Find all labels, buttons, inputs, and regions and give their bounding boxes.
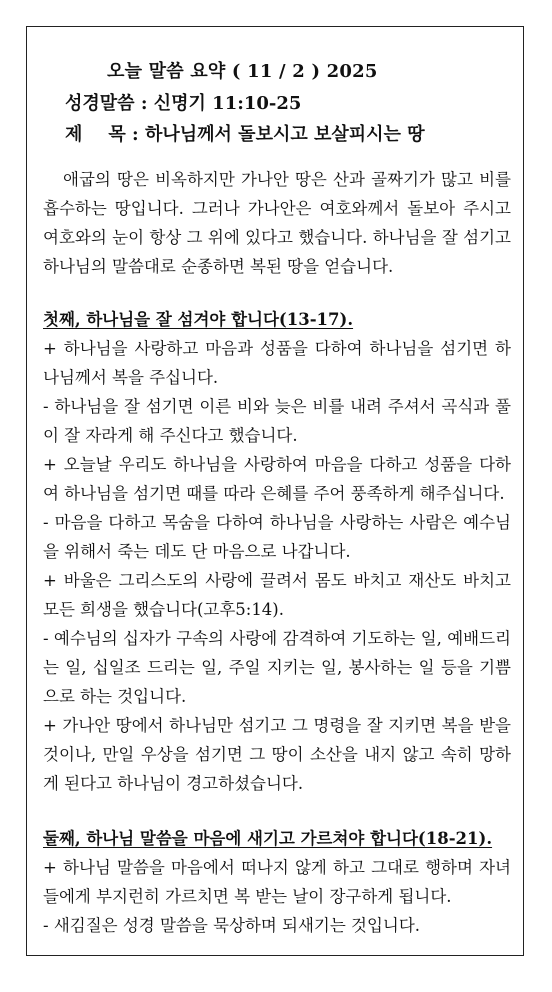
- scripture-reference: [65, 89, 301, 115]
- section-point: - 예수님의 십자가 구속의 사랑에 감격하여 기도하는 일, 예배드리는 일, 십일조 드리는 일, 주일 지키는 일, 봉사하는 일 등을 기쁨으로 하는 것입니다.: [43, 629, 511, 706]
- section-point: - 새김질은 성경 말씀을 묵상하며 되새기는 것입니다.: [43, 916, 421, 935]
- scripture-text: 신명기 11:10-25: [153, 93, 302, 114]
- section-point: + 하나님 말씀을 마음에서 떠나지 않게 하고 그대로 행하며 자녀들에게 부지런히 가르치면 복 받는 날이 장구하게 됩니다.: [43, 858, 511, 906]
- section-point: + 바울은 그리스도의 사랑에 끌려서 몸도 바치고 재산도 바치고 모든 희생을 했습니다(고후5:14).: [43, 571, 511, 619]
- scripture-label: 성경말씀 :: [65, 93, 154, 114]
- subject-label-second: 목 :: [108, 124, 145, 145]
- section-point: + 오늘날 우리도 하나님을 사랑하여 마음을 다하고 성품을 다하여 하나님을 섬기면 때를 따라 은혜를 주어 풍족하게 해주십니다.: [43, 455, 511, 503]
- section-heading-second: 둘째, 하나님 말씀을 마음에 새기고 가르쳐야 합니다(18-21).: [43, 829, 493, 848]
- section-point: - 하나님을 잘 섬기면 이른 비와 늦은 비를 내려 주셔서 곡식과 풀이 잘 자라게 해 주신다고 했습니다.: [43, 397, 511, 445]
- sermon-subject: [65, 120, 425, 146]
- section-point: + 가나안 땅에서 하나님만 섬기고 그 명령을 잘 지키면 복을 받을 것이나, 만일 우상을 섬기면 그 땅이 소산을 내지 않고 속히 망하게 된다고 하나님이 경고하셨습니다.: [43, 716, 511, 793]
- subject-label-first: 제: [65, 124, 83, 145]
- subject-text: 하나님께서 돌보시고 보살피시는 땅: [144, 124, 425, 145]
- document-frame: [26, 26, 524, 956]
- section-point: + 하나님을 사랑하고 마음과 성품을 다하여 하나님을 섬기면 하나님께서 복을 주십니다.: [43, 339, 511, 387]
- intro-paragraph: 애굽의 땅은 비옥하지만 가나안 땅은 산과 골짜기가 많고 비를 흡수하는 땅입니다. 그러나 가나안은 여호와께서 돌보아 주시고 여호와의 눈이 항상 그 위에 있다고 했습니다. 하나님을 잘 섬기고 하나님의 말씀대로 순종하면 복된 땅을 얻습니다.: [43, 170, 511, 276]
- section-heading-first: 첫째, 하나님을 잘 섬겨야 합니다(13-17).: [43, 310, 354, 329]
- page-title: 오늘 말씀 요약 ( 11 / 2 ) 2025: [107, 61, 378, 82]
- section-point: - 마음을 다하고 목숨을 다하여 하나님을 사랑하는 사람은 예수님을 위해서 죽는 데도 단 마음으로 나갑니다.: [43, 513, 511, 561]
- document-body: [43, 165, 511, 940]
